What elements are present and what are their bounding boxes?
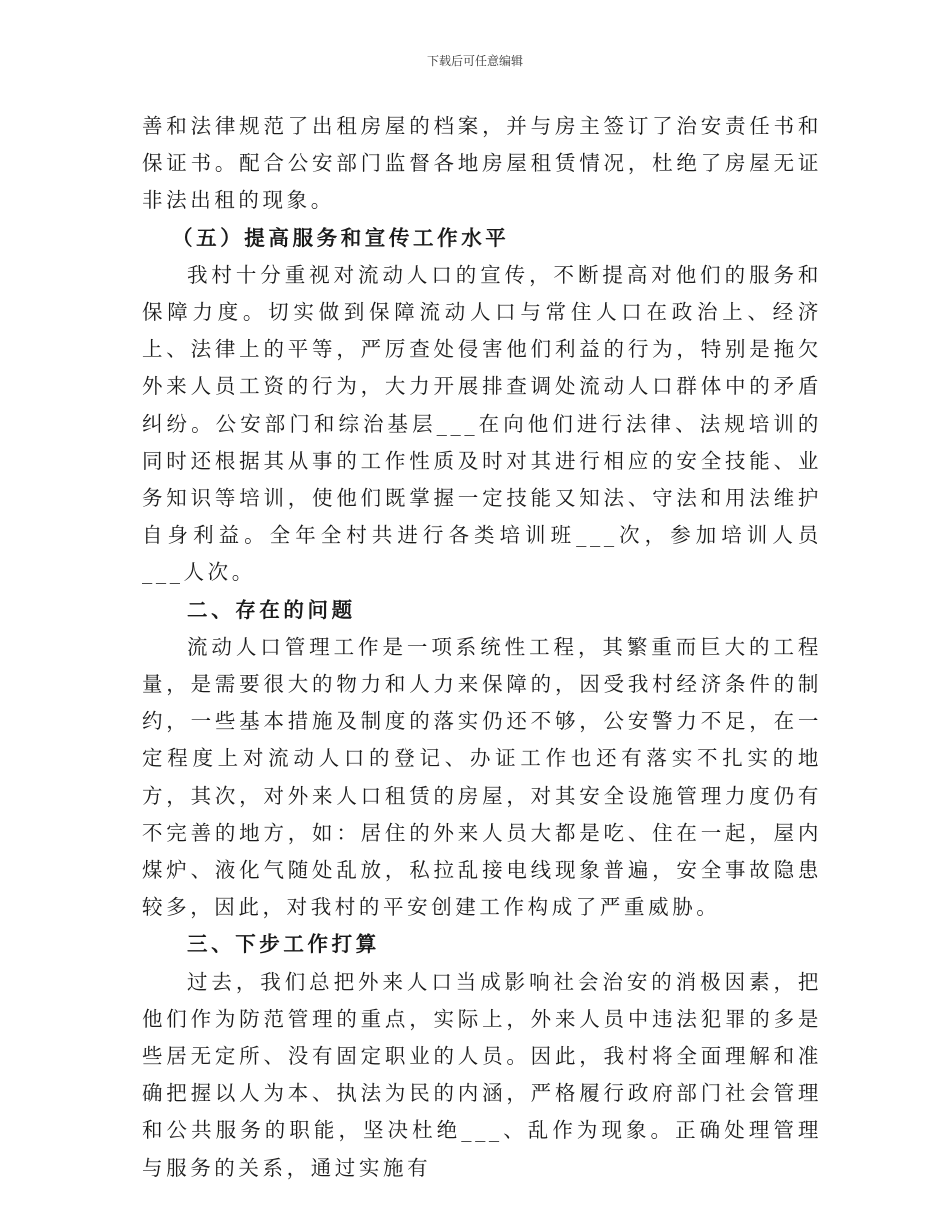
page-header: 下载后可任意编辑 — [426, 54, 523, 68]
section-heading-next-steps: 三、下步工作打算 — [187, 932, 380, 957]
paragraph-next-steps: 过去，我们总把外来人口当成影响社会治安的消极因素，把他们作为防范管理的重点，实际上，外来人员中违法犯罪的多是些居无定所、没有固定职业的人员。因此，我村将全面理解和准确把握以人为本、执法为民的内涵，严格履行政府部门社会管理和公共服务的职能，坚决杜绝___、乱作为现象。正确处理管理与服务的关系，通过实施有 — [142, 969, 822, 1180]
section-heading-5: （五）提高服务和宣传工作水平 — [172, 225, 510, 250]
paragraph-continuation: 善和法律规范了出租房屋的档案，并与房主签订了治安责任书和保证书。配合公安部门监督各地房屋租赁情况，杜绝了房屋无证非法出租的现象。 — [142, 114, 822, 213]
section-heading-problems: 二、存在的问题 — [187, 597, 356, 622]
paragraph-problems: 流动人口管理工作是一项系统性工程，其繁重而巨大的工程量，是需要很大的物力和人力来保障的，因受我村经济条件的制约，一些基本措施及制度的落实仍还不够，公安警力不足，在一定程度上对流动人口的登记、办证工作也还有落实不扎实的地方，其次，对外来人口租赁的房屋，对其安全设施管理力度仍有不完善的地方，如：居住的外来人员大都是吃、住在一起，屋内煤炉、液化气随处乱放，私拉乱接电线现象普遍，安全事故隐患较多，因此，对我村的平安创建工作构成了严重威胁。 — [142, 634, 822, 920]
paragraph-service-publicity: 我村十分重视对流动人口的宣传，不断提高对他们的服务和保障力度。切实做到保障流动人口与常住人口在政治上、经济上、法律上的平等，严厉查处侵害他们利益的行为，特别是拖欠外来人员工资的行为，大力开展排查调处流动人口群体中的矛盾纠纷。公安部门和综治基层___在向他们进行法律、法规培训的同时还根据其从事的工作性质及时对其进行相应的安全技能、业务知识等培训，使他们既掌握一定技能又知法、守法和用法维护自身利益。全年全村共进行各类培训班___次，参加培训人员___人次。 — [142, 262, 822, 585]
document-body — [142, 108, 822, 1187]
